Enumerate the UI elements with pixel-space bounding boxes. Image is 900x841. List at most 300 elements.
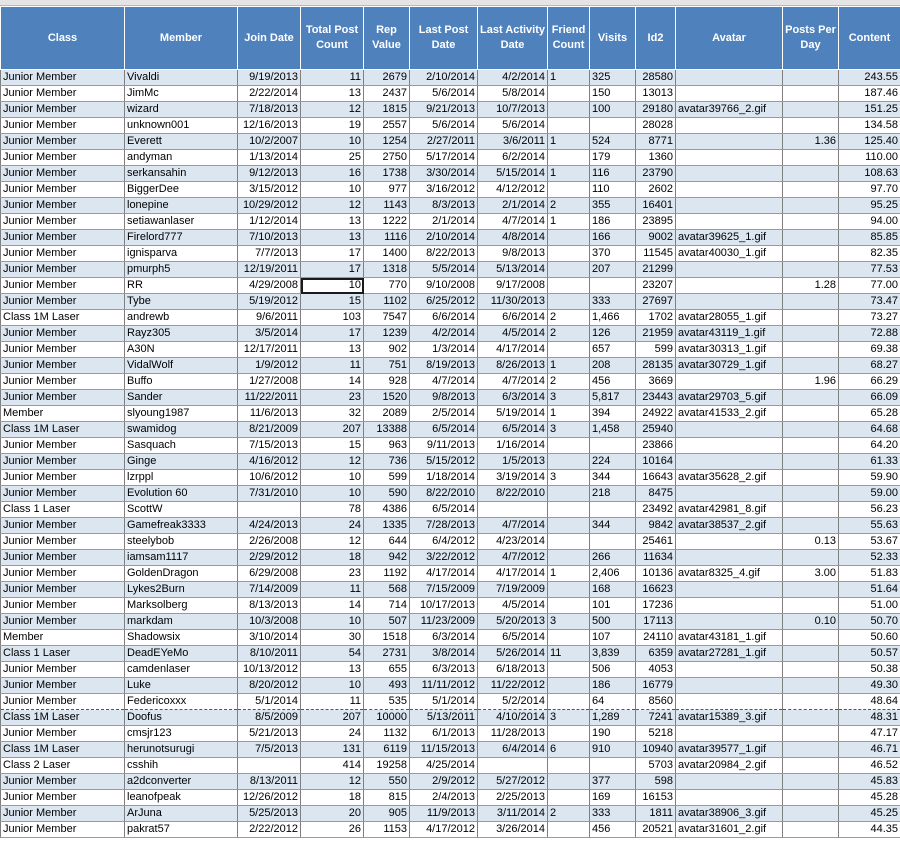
cell-total-post-count[interactable]: 12 [301,774,364,790]
cell-member[interactable]: VidalWolf [125,358,238,374]
cell-friend-count[interactable] [548,182,590,198]
cell-rep-value[interactable]: 1254 [364,134,410,150]
cell-id2[interactable]: 23866 [636,438,676,454]
cell-content[interactable]: 66.09 [839,390,900,406]
cell-total-post-count[interactable]: 414 [301,758,364,774]
cell-last-post-date[interactable]: 5/13/2011 [410,710,478,726]
cell-rep-value[interactable]: 751 [364,358,410,374]
cell-rep-value[interactable]: 644 [364,534,410,550]
cell-content[interactable]: 85.85 [839,230,900,246]
cell-id2[interactable]: 28135 [636,358,676,374]
cell-class[interactable]: Junior Member [1,86,125,102]
cell-member[interactable]: Doofus [125,710,238,726]
cell-class[interactable]: Junior Member [1,182,125,198]
cell-last-post-date[interactable]: 2/5/2014 [410,406,478,422]
cell-friend-count[interactable] [548,102,590,118]
cell-class[interactable]: Class 1M Laser [1,422,125,438]
cell-join-date[interactable]: 8/5/2009 [238,710,301,726]
cell-total-post-count[interactable]: 10 [301,614,364,630]
cell-member[interactable]: RR [125,278,238,294]
cell-visits[interactable]: 186 [590,214,636,230]
cell-join-date[interactable]: 7/5/2013 [238,742,301,758]
cell-id2[interactable]: 9002 [636,230,676,246]
cell-rep-value[interactable]: 1239 [364,326,410,342]
cell-posts-per-day[interactable] [783,422,839,438]
cell-posts-per-day[interactable] [783,726,839,742]
cell-content[interactable]: 51.00 [839,598,900,614]
cell-posts-per-day[interactable] [783,166,839,182]
cell-last-activity-date[interactable]: 8/22/2010 [478,486,548,502]
cell-avatar[interactable]: avatar27281_1.gif [676,646,783,662]
cell-visits[interactable]: 370 [590,246,636,262]
cell-class[interactable]: Class 1 Laser [1,502,125,518]
cell-content[interactable]: 59.00 [839,486,900,502]
cell-id2[interactable]: 8560 [636,694,676,710]
cell-content[interactable]: 77.53 [839,262,900,278]
cell-content[interactable]: 97.70 [839,182,900,198]
cell-rep-value[interactable]: 655 [364,662,410,678]
cell-id2[interactable]: 3669 [636,374,676,390]
cell-last-post-date[interactable]: 3/22/2012 [410,550,478,566]
cell-visits[interactable] [590,438,636,454]
cell-class[interactable]: Junior Member [1,294,125,310]
header-last-activity-date[interactable]: Last Activity Date [478,7,548,70]
cell-join-date[interactable]: 2/29/2012 [238,550,301,566]
cell-join-date[interactable]: 10/6/2012 [238,470,301,486]
cell-id2[interactable]: 20521 [636,822,676,838]
header-last-post-date[interactable]: Last Post Date [410,7,478,70]
cell-avatar[interactable]: avatar38537_2.gif [676,518,783,534]
cell-visits[interactable]: 64 [590,694,636,710]
cell-last-post-date[interactable]: 2/4/2013 [410,790,478,806]
cell-member[interactable]: Evolution 60 [125,486,238,502]
cell-class[interactable]: Junior Member [1,678,125,694]
cell-avatar[interactable] [676,550,783,566]
cell-avatar[interactable] [676,438,783,454]
cell-last-post-date[interactable]: 11/11/2012 [410,678,478,694]
cell-rep-value[interactable]: 19258 [364,758,410,774]
cell-total-post-count[interactable]: 11 [301,694,364,710]
cell-posts-per-day[interactable] [783,454,839,470]
cell-id2[interactable]: 10940 [636,742,676,758]
cell-avatar[interactable]: avatar28055_1.gif [676,310,783,326]
cell-friend-count[interactable] [548,118,590,134]
cell-last-activity-date[interactable] [478,502,548,518]
cell-rep-value[interactable]: 1335 [364,518,410,534]
cell-visits[interactable]: 394 [590,406,636,422]
cell-id2[interactable]: 24110 [636,630,676,646]
cell-content[interactable]: 53.67 [839,534,900,550]
cell-join-date[interactable]: 8/13/2013 [238,598,301,614]
cell-id2[interactable]: 21959 [636,326,676,342]
cell-rep-value[interactable]: 2750 [364,150,410,166]
cell-avatar[interactable] [676,118,783,134]
cell-rep-value[interactable]: 13388 [364,422,410,438]
cell-last-post-date[interactable]: 11/9/2013 [410,806,478,822]
cell-friend-count[interactable]: 1 [548,70,590,86]
cell-content[interactable]: 61.33 [839,454,900,470]
cell-last-activity-date[interactable]: 1/16/2014 [478,438,548,454]
cell-member[interactable]: Tybe [125,294,238,310]
cell-visits[interactable]: 333 [590,806,636,822]
cell-class[interactable]: Junior Member [1,694,125,710]
cell-content[interactable]: 50.38 [839,662,900,678]
cell-id2[interactable]: 11545 [636,246,676,262]
cell-avatar[interactable] [676,262,783,278]
cell-id2[interactable]: 16643 [636,470,676,486]
cell-join-date[interactable]: 9/12/2013 [238,166,301,182]
cell-last-post-date[interactable]: 2/1/2014 [410,214,478,230]
cell-content[interactable]: 49.30 [839,678,900,694]
cell-rep-value[interactable]: 2437 [364,86,410,102]
cell-id2[interactable]: 599 [636,342,676,358]
cell-avatar[interactable] [676,294,783,310]
cell-member[interactable]: BiggerDee [125,182,238,198]
cell-class[interactable]: Junior Member [1,566,125,582]
cell-total-post-count[interactable]: 78 [301,502,364,518]
cell-friend-count[interactable]: 2 [548,326,590,342]
cell-member[interactable]: Rayz305 [125,326,238,342]
cell-posts-per-day[interactable] [783,662,839,678]
cell-last-post-date[interactable]: 3/16/2012 [410,182,478,198]
cell-last-activity-date[interactable]: 5/15/2014 [478,166,548,182]
cell-friend-count[interactable]: 2 [548,310,590,326]
cell-content[interactable]: 187.46 [839,86,900,102]
cell-posts-per-day[interactable] [783,326,839,342]
cell-friend-count[interactable] [548,342,590,358]
cell-last-activity-date[interactable]: 7/19/2009 [478,582,548,598]
cell-total-post-count[interactable]: 23 [301,390,364,406]
cell-id2[interactable]: 8771 [636,134,676,150]
cell-rep-value[interactable]: 6119 [364,742,410,758]
cell-posts-per-day[interactable] [783,502,839,518]
cell-member[interactable]: unknown001 [125,118,238,134]
cell-member[interactable]: ignisparva [125,246,238,262]
cell-member[interactable]: ScottW [125,502,238,518]
cell-visits[interactable]: 166 [590,230,636,246]
cell-visits[interactable]: 110 [590,182,636,198]
cell-member[interactable]: swamidog [125,422,238,438]
cell-avatar[interactable] [676,278,783,294]
cell-join-date[interactable]: 8/13/2011 [238,774,301,790]
cell-posts-per-day[interactable] [783,742,839,758]
cell-friend-count[interactable] [548,150,590,166]
cell-join-date[interactable]: 8/10/2011 [238,646,301,662]
cell-rep-value[interactable]: 1192 [364,566,410,582]
cell-content[interactable]: 64.20 [839,438,900,454]
cell-total-post-count[interactable]: 12 [301,102,364,118]
cell-rep-value[interactable]: 1143 [364,198,410,214]
cell-last-post-date[interactable]: 6/3/2013 [410,662,478,678]
cell-join-date[interactable]: 9/19/2013 [238,70,301,86]
cell-join-date[interactable]: 6/29/2008 [238,566,301,582]
cell-friend-count[interactable] [548,518,590,534]
cell-content[interactable]: 125.40 [839,134,900,150]
cell-id2[interactable]: 13013 [636,86,676,102]
cell-last-post-date[interactable]: 8/22/2010 [410,486,478,502]
cell-posts-per-day[interactable] [783,294,839,310]
cell-id2[interactable]: 5703 [636,758,676,774]
cell-posts-per-day[interactable] [783,198,839,214]
cell-visits[interactable]: 2,406 [590,566,636,582]
cell-id2[interactable]: 1811 [636,806,676,822]
cell-total-post-count[interactable]: 15 [301,438,364,454]
cell-class[interactable]: Junior Member [1,470,125,486]
cell-id2[interactable]: 5218 [636,726,676,742]
cell-rep-value[interactable]: 4386 [364,502,410,518]
cell-member[interactable]: steelybob [125,534,238,550]
cell-content[interactable]: 51.64 [839,582,900,598]
cell-posts-per-day[interactable] [783,646,839,662]
cell-total-post-count[interactable]: 17 [301,246,364,262]
cell-total-post-count[interactable]: 131 [301,742,364,758]
cell-friend-count[interactable] [548,502,590,518]
cell-avatar[interactable]: avatar20984_2.gif [676,758,783,774]
cell-last-post-date[interactable]: 4/2/2014 [410,326,478,342]
cell-last-post-date[interactable]: 2/10/2014 [410,230,478,246]
cell-last-post-date[interactable]: 5/17/2014 [410,150,478,166]
cell-class[interactable]: Junior Member [1,534,125,550]
cell-id2[interactable]: 10136 [636,566,676,582]
cell-last-post-date[interactable]: 6/5/2014 [410,502,478,518]
cell-last-post-date[interactable]: 5/15/2012 [410,454,478,470]
cell-class[interactable]: Junior Member [1,486,125,502]
cell-avatar[interactable] [676,86,783,102]
cell-content[interactable]: 44.35 [839,822,900,838]
cell-content[interactable]: 46.52 [839,758,900,774]
cell-posts-per-day[interactable] [783,150,839,166]
cell-visits[interactable] [590,758,636,774]
cell-class[interactable]: Junior Member [1,806,125,822]
cell-avatar[interactable]: avatar39625_1.gif [676,230,783,246]
cell-visits[interactable] [590,534,636,550]
cell-id2[interactable]: 6359 [636,646,676,662]
cell-content[interactable]: 77.00 [839,278,900,294]
cell-avatar[interactable] [676,422,783,438]
cell-visits[interactable]: 1,466 [590,310,636,326]
cell-id2[interactable]: 7241 [636,710,676,726]
cell-class[interactable]: Junior Member [1,822,125,838]
cell-posts-per-day[interactable] [783,230,839,246]
header-total-post-count[interactable]: Total Post Count [301,7,364,70]
cell-posts-per-day[interactable] [783,262,839,278]
cell-rep-value[interactable]: 568 [364,582,410,598]
cell-rep-value[interactable]: 535 [364,694,410,710]
cell-join-date[interactable]: 2/26/2008 [238,534,301,550]
cell-id2[interactable]: 9842 [636,518,676,534]
cell-class[interactable]: Member [1,406,125,422]
cell-last-activity-date[interactable]: 5/13/2014 [478,262,548,278]
cell-last-activity-date[interactable]: 6/3/2014 [478,390,548,406]
cell-last-activity-date[interactable]: 4/23/2014 [478,534,548,550]
cell-last-post-date[interactable]: 6/6/2014 [410,310,478,326]
cell-avatar[interactable] [676,198,783,214]
cell-avatar[interactable]: avatar38906_3.gif [676,806,783,822]
cell-member[interactable]: lzrppl [125,470,238,486]
cell-visits[interactable]: 101 [590,598,636,614]
cell-posts-per-day[interactable] [783,470,839,486]
cell-posts-per-day[interactable] [783,86,839,102]
cell-last-activity-date[interactable]: 4/12/2012 [478,182,548,198]
cell-posts-per-day[interactable]: 3.00 [783,566,839,582]
cell-posts-per-day[interactable]: 1.28 [783,278,839,294]
cell-rep-value[interactable]: 714 [364,598,410,614]
cell-total-post-count[interactable]: 103 [301,310,364,326]
cell-posts-per-day[interactable] [783,630,839,646]
cell-friend-count[interactable] [548,758,590,774]
cell-avatar[interactable] [676,454,783,470]
cell-friend-count[interactable] [548,774,590,790]
cell-posts-per-day[interactable] [783,214,839,230]
cell-rep-value[interactable]: 1102 [364,294,410,310]
cell-posts-per-day[interactable] [783,102,839,118]
cell-join-date[interactable]: 11/22/2011 [238,390,301,406]
cell-class[interactable]: Junior Member [1,438,125,454]
cell-member[interactable]: Sasquach [125,438,238,454]
cell-join-date[interactable]: 11/6/2013 [238,406,301,422]
cell-visits[interactable]: 190 [590,726,636,742]
cell-join-date[interactable]: 4/16/2012 [238,454,301,470]
cell-rep-value[interactable]: 590 [364,486,410,502]
cell-avatar[interactable]: avatar30729_1.gif [676,358,783,374]
cell-last-activity-date[interactable]: 3/19/2014 [478,470,548,486]
cell-avatar[interactable]: avatar35628_2.gif [676,470,783,486]
cell-content[interactable]: 108.63 [839,166,900,182]
cell-join-date[interactable]: 4/29/2008 [238,278,301,294]
cell-visits[interactable]: 5,817 [590,390,636,406]
cell-join-date[interactable]: 7/14/2009 [238,582,301,598]
cell-last-activity-date[interactable] [478,758,548,774]
cell-total-post-count[interactable]: 17 [301,262,364,278]
cell-friend-count[interactable] [548,486,590,502]
cell-rep-value[interactable]: 599 [364,470,410,486]
cell-last-activity-date[interactable]: 4/10/2014 [478,710,548,726]
cell-avatar[interactable] [676,614,783,630]
cell-avatar[interactable]: avatar43181_1.gif [676,630,783,646]
cell-posts-per-day[interactable] [783,678,839,694]
cell-last-activity-date[interactable]: 1/5/2013 [478,454,548,470]
cell-content[interactable]: 50.60 [839,630,900,646]
cell-content[interactable]: 64.68 [839,422,900,438]
cell-posts-per-day[interactable] [783,598,839,614]
cell-total-post-count[interactable]: 11 [301,70,364,86]
cell-last-activity-date[interactable]: 5/2/2014 [478,694,548,710]
cell-member[interactable]: serkansahin [125,166,238,182]
cell-member[interactable]: JimMc [125,86,238,102]
cell-posts-per-day[interactable]: 1.36 [783,134,839,150]
cell-content[interactable]: 110.00 [839,150,900,166]
cell-total-post-count[interactable]: 10 [301,134,364,150]
cell-rep-value[interactable]: 1815 [364,102,410,118]
cell-id2[interactable]: 17113 [636,614,676,630]
cell-last-post-date[interactable]: 6/4/2012 [410,534,478,550]
cell-total-post-count[interactable]: 25 [301,150,364,166]
cell-member[interactable]: Sander [125,390,238,406]
cell-id2[interactable]: 28028 [636,118,676,134]
cell-visits[interactable]: 179 [590,150,636,166]
cell-join-date[interactable]: 12/17/2011 [238,342,301,358]
cell-rep-value[interactable]: 1318 [364,262,410,278]
cell-total-post-count[interactable]: 54 [301,646,364,662]
cell-member[interactable]: camdenlaser [125,662,238,678]
cell-class[interactable]: Junior Member [1,726,125,742]
cell-total-post-count[interactable]: 18 [301,550,364,566]
cell-visits[interactable]: 116 [590,166,636,182]
cell-content[interactable]: 94.00 [839,214,900,230]
cell-last-post-date[interactable]: 2/27/2011 [410,134,478,150]
cell-avatar[interactable]: avatar39577_1.gif [676,742,783,758]
cell-join-date[interactable]: 10/13/2012 [238,662,301,678]
cell-join-date[interactable]: 12/19/2011 [238,262,301,278]
cell-rep-value[interactable]: 963 [364,438,410,454]
cell-id2[interactable]: 1702 [636,310,676,326]
cell-join-date[interactable]: 12/26/2012 [238,790,301,806]
cell-last-activity-date[interactable]: 4/7/2014 [478,374,548,390]
cell-rep-value[interactable]: 1518 [364,630,410,646]
cell-last-post-date[interactable]: 6/25/2012 [410,294,478,310]
cell-total-post-count[interactable]: 32 [301,406,364,422]
cell-last-post-date[interactable]: 4/7/2014 [410,374,478,390]
cell-content[interactable]: 72.88 [839,326,900,342]
cell-join-date[interactable]: 8/21/2009 [238,422,301,438]
cell-last-post-date[interactable]: 5/5/2014 [410,262,478,278]
cell-member[interactable]: setiawanlaser [125,214,238,230]
cell-class[interactable]: Class 1M Laser [1,710,125,726]
cell-join-date[interactable]: 2/22/2012 [238,822,301,838]
cell-last-activity-date[interactable]: 5/20/2013 [478,614,548,630]
cell-last-activity-date[interactable]: 5/27/2012 [478,774,548,790]
cell-content[interactable]: 50.57 [839,646,900,662]
cell-class[interactable]: Junior Member [1,662,125,678]
cell-id2[interactable]: 28580 [636,70,676,86]
cell-rep-value[interactable]: 1400 [364,246,410,262]
cell-avatar[interactable] [676,486,783,502]
cell-content[interactable]: 56.23 [839,502,900,518]
cell-rep-value[interactable]: 902 [364,342,410,358]
cell-last-post-date[interactable]: 3/8/2014 [410,646,478,662]
cell-class[interactable]: Junior Member [1,102,125,118]
cell-friend-count[interactable]: 1 [548,134,590,150]
cell-join-date[interactable] [238,758,301,774]
cell-join-date[interactable] [238,502,301,518]
cell-friend-count[interactable]: 3 [548,614,590,630]
cell-member[interactable]: wizard [125,102,238,118]
cell-avatar[interactable] [676,374,783,390]
cell-join-date[interactable]: 7/10/2013 [238,230,301,246]
cell-visits[interactable] [590,278,636,294]
cell-friend-count[interactable] [548,86,590,102]
cell-avatar[interactable]: avatar40030_1.gif [676,246,783,262]
cell-id2[interactable]: 2602 [636,182,676,198]
cell-visits[interactable]: 126 [590,326,636,342]
cell-class[interactable]: Class 1M Laser [1,310,125,326]
cell-member[interactable]: andrewb [125,310,238,326]
cell-class[interactable]: Junior Member [1,454,125,470]
cell-join-date[interactable]: 9/6/2011 [238,310,301,326]
cell-last-activity-date[interactable]: 4/7/2012 [478,550,548,566]
cell-posts-per-day[interactable] [783,70,839,86]
cell-id2[interactable]: 24922 [636,406,676,422]
cell-visits[interactable]: 344 [590,518,636,534]
cell-visits[interactable]: 506 [590,662,636,678]
cell-total-post-count[interactable]: 207 [301,422,364,438]
cell-avatar[interactable] [676,726,783,742]
cell-posts-per-day[interactable] [783,390,839,406]
cell-member[interactable]: Ginge [125,454,238,470]
cell-last-post-date[interactable]: 2/10/2014 [410,70,478,86]
cell-id2[interactable]: 11634 [636,550,676,566]
header-friend-count[interactable]: Friend Count [548,7,590,70]
